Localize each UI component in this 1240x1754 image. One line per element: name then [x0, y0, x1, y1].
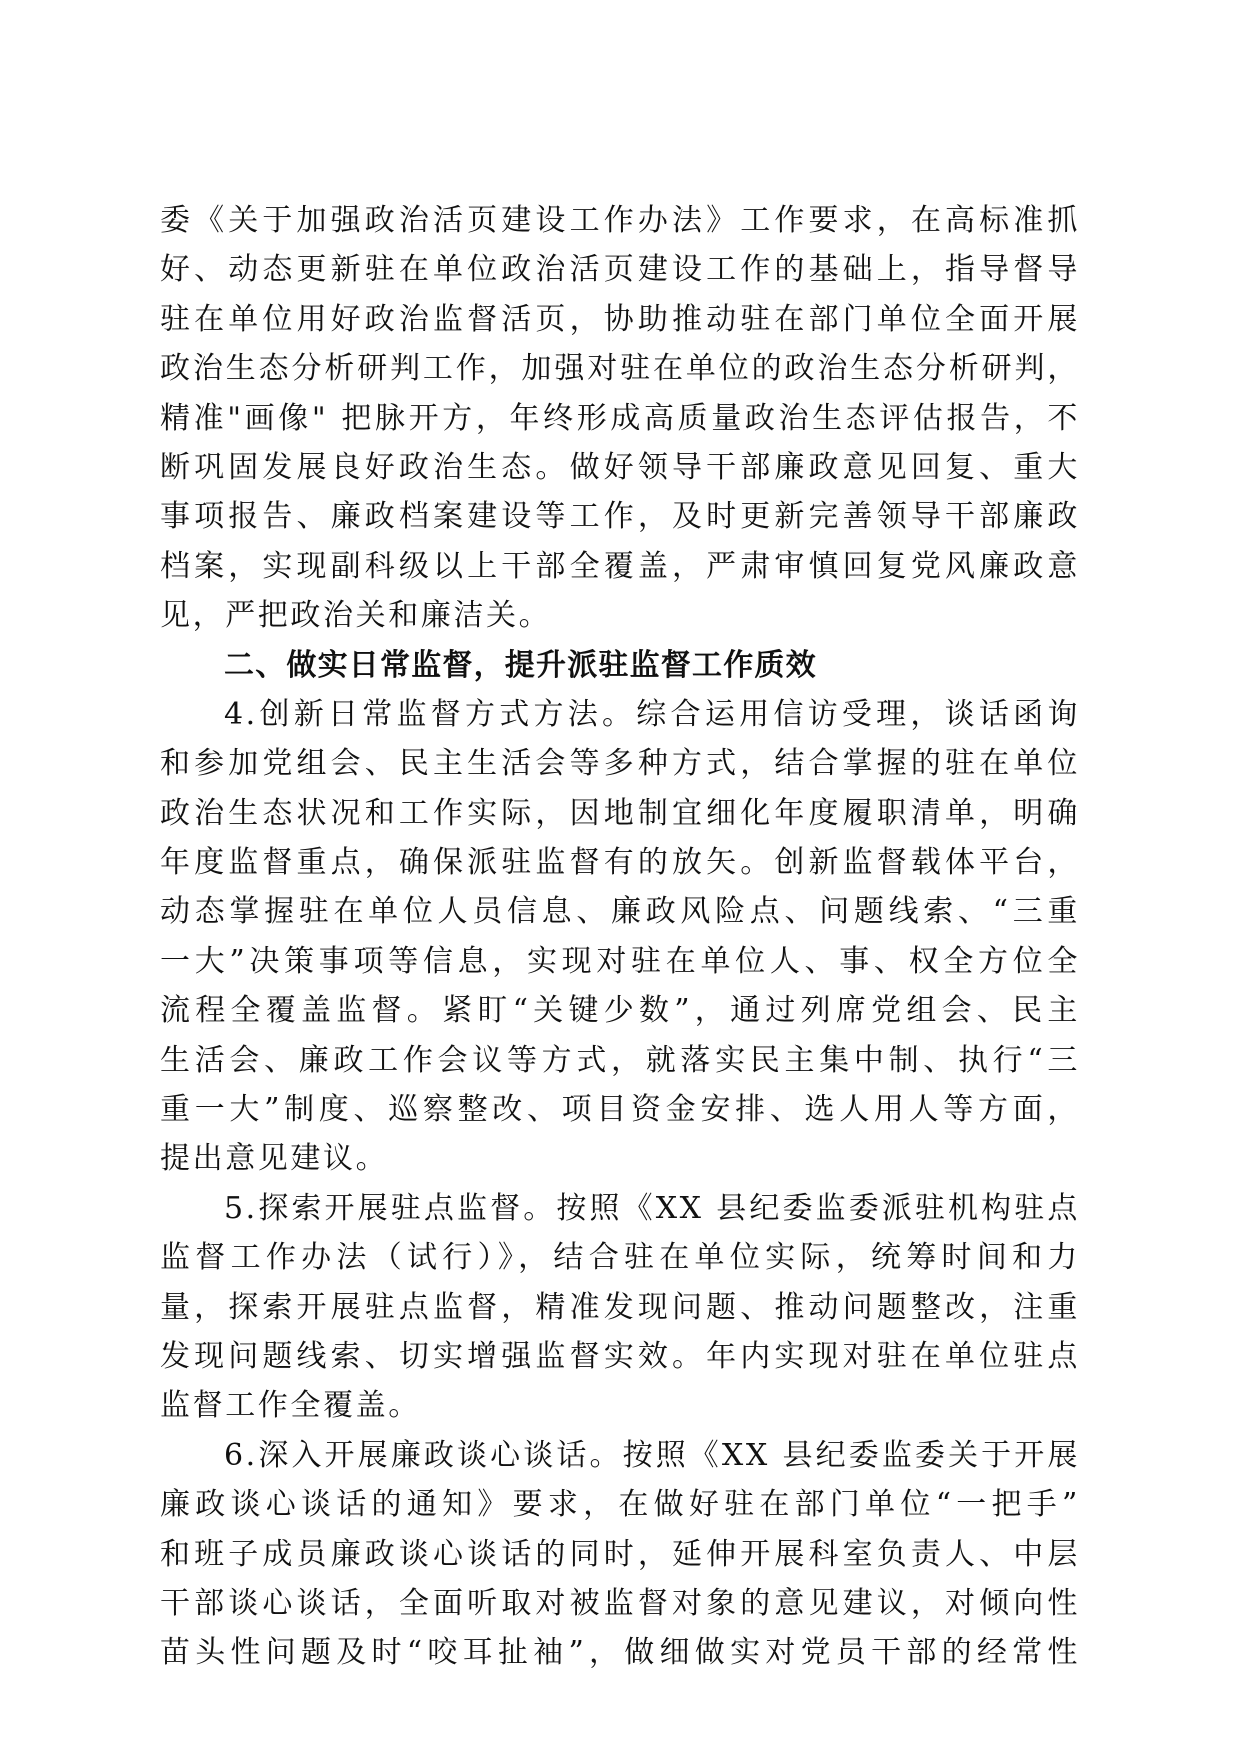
text-line: 和班子成员廉政谈心谈话的同时，延伸开展科室负责人、中层: [160, 1536, 1080, 1572]
text-line: 监督工作办法（试行）》，结合驻在单位实际，统筹时间和力: [160, 1240, 1080, 1276]
text-line: 政治生态状况和工作实际，因地制宜细化年度履职清单，明确: [160, 795, 1080, 831]
text-line: 5.探索开展驻点监督。按照《XX 县纪委监委派驻机构驻点: [224, 1190, 1080, 1226]
item-4-paragraph: [160, 690, 1080, 1184]
text-line: 流程全覆盖监督。紧盯“关键少数”，通过列席党组会、民主: [160, 993, 1080, 1029]
text-line: 一大”决策事项等信息，实现对驻在单位人、事、权全方位全: [160, 943, 1080, 979]
text-line: 监督工作全覆盖。: [160, 1388, 421, 1424]
text-line: 精准"画像" 把脉开方，年终形成高质量政治生态评估报告，不: [160, 400, 1080, 436]
item-5-paragraph: [160, 1184, 1080, 1431]
text-line: 事项报告、廉政档案建设等工作，及时更新完善领导干部廉政: [160, 499, 1080, 535]
text-line: 动态掌握驻在单位人员信息、廉政风险点、问题线索、“三重: [160, 894, 1080, 930]
section-heading: 二、做实日常监督，提升派驻监督工作质效: [224, 647, 817, 683]
text-line: 提出意见建议。: [160, 1141, 389, 1177]
text-line: 见，严把政治关和廉洁关。: [160, 598, 552, 634]
text-line: 和参加党组会、民主生活会等多种方式，结合掌握的驻在单位: [160, 746, 1080, 782]
text-line: 4.创新日常监督方式方法。综合运用信访受理，谈话函询: [224, 696, 1080, 732]
text-line: 量，探索开展驻点监督，精准发现问题、推动问题整改，注重: [160, 1289, 1080, 1325]
text-line: 6.深入开展廉政谈心谈话。按照《XX 县纪委监委关于开展: [224, 1437, 1080, 1473]
text-line: 廉政谈心谈话的通知》要求，在做好驻在部门单位“一把手”: [160, 1487, 1080, 1523]
text-line: 断巩固发展良好政治生态。做好领导干部廉政意见回复、重大: [160, 449, 1080, 485]
document-page: [160, 196, 1080, 1678]
text-line: 政治生态分析研判工作，加强对驻在单位的政治生态分析研判，: [160, 351, 1080, 387]
text-line: 生活会、廉政工作会议等方式，就落实民主集中制、执行“三: [160, 1042, 1080, 1078]
text-line: 苗头性问题及时“咬耳扯袖”，做细做实对党员干部的经常性: [160, 1635, 1080, 1671]
text-line: 委《关于加强政治活页建设工作办法》工作要求，在高标准抓: [160, 203, 1080, 238]
text-line: 重一大”制度、巡察整改、项目资金安排、选人用人等方面，: [160, 1092, 1080, 1128]
text-line: 好、动态更新驻在单位政治活页建设工作的基础上，指导督导: [160, 252, 1080, 288]
text-line: 年度监督重点，确保派驻监督有的放矢。创新监督载体平台，: [160, 845, 1080, 881]
paragraph-1: [160, 196, 1080, 641]
item-6-paragraph: [160, 1431, 1080, 1678]
text-line: 干部谈心谈话，全面听取对被监督对象的意见建议，对倾向性: [160, 1585, 1080, 1621]
text-line: 驻在单位用好政治监督活页，协助推动驻在部门单位全面开展: [160, 301, 1080, 337]
text-line: 档案，实现副科级以上干部全覆盖，严肃审慎回复党风廉政意: [160, 548, 1080, 584]
text-line: 发现问题线索、切实增强监督实效。年内实现对驻在单位驻点: [160, 1338, 1080, 1374]
